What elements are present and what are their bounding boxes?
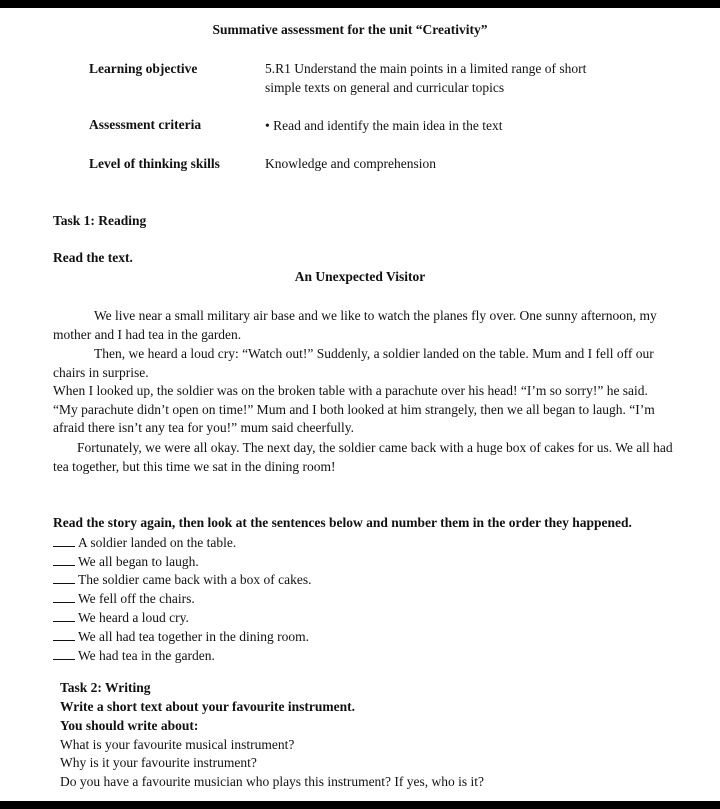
- order-instruction: Read the story again, then look at the sentences below and number them in the order they happened.: [53, 515, 632, 530]
- task2-question: Do you have a favourite musician who plays this instrument? If yes, who is it?: [60, 774, 485, 789]
- task2-prompt-label: You should write about:: [60, 718, 199, 733]
- task2-question: Why is it your favourite instrument?: [60, 755, 257, 770]
- order-item: [53, 534, 236, 551]
- top-border: [0, 0, 720, 8]
- assessment-criteria-label: Assessment criteria: [89, 117, 202, 132]
- task2-heading: Task 2: Writing: [60, 680, 151, 695]
- story-title: An Unexpected Visitor: [294, 269, 426, 284]
- learning-objective-label: Learning objective: [89, 61, 198, 76]
- order-item-text: We had tea in the garden.: [78, 648, 215, 663]
- order-item-text: We all had tea together in the dining room.: [78, 629, 309, 644]
- task2-instruction: Write a short text about your favourite instrument.: [60, 699, 355, 714]
- order-item-text: We fell off the chairs.: [78, 591, 195, 606]
- task1-instruction: Read the text.: [53, 250, 133, 265]
- order-item: [53, 553, 199, 570]
- story-paragraph-1: We live near a small military air base and we like to watch the planes fly over. One sunny afternoon, my mother and I had tea in the garden.: [53, 308, 657, 342]
- order-item: [53, 571, 312, 588]
- answer-blank[interactable]: [53, 571, 75, 584]
- order-item-text: The soldier came back with a box of cakes.: [78, 572, 312, 587]
- task1-heading: Task 1: Reading: [53, 213, 147, 228]
- answer-blank[interactable]: [53, 628, 75, 641]
- thinking-skills-label: Level of thinking skills: [89, 156, 220, 171]
- order-item-text: A soldier landed on the table.: [78, 535, 237, 550]
- learning-objective-value-line1: 5.R1 Understand the main points in a limited range of short: [265, 61, 587, 76]
- bottom-border: [0, 801, 720, 809]
- answer-blank[interactable]: [53, 590, 75, 603]
- order-item-text: We heard a loud cry.: [78, 610, 189, 625]
- story-paragraph-4: Fortunately, we were all okay. The next day, the soldier came back with a huge box of cakes for us. We all had tea together, but this time we sat in the dining room!: [53, 440, 673, 474]
- assessment-criteria-value: • Read and identify the main idea in the text: [265, 118, 503, 133]
- page-title: Summative assessment for the unit “Creativity”: [212, 22, 488, 37]
- answer-blank[interactable]: [53, 609, 75, 622]
- answer-blank[interactable]: [53, 647, 75, 660]
- order-item: [53, 590, 195, 607]
- story-paragraph-2: Then, we heard a loud cry: “Watch out!” Suddenly, a soldier landed on the table. Mum and I fell off our chairs in surprise.: [53, 346, 654, 380]
- answer-blank[interactable]: [53, 553, 75, 566]
- learning-objective-value-line2: simple texts on general and curricular topics: [265, 80, 505, 95]
- order-item-text: We all began to laugh.: [78, 554, 199, 569]
- order-item: [53, 628, 309, 645]
- order-item: [53, 647, 215, 664]
- story-paragraph-3: When I looked up, the soldier was on the broken table with a parachute over his head! “I’m so sorry!” he said. “My parachute didn’t open on time!” Mum and I both looked at him strangely, then we all began to laugh. “I’m afraid there isn’t any tea for you!” mum said cheerfully.: [53, 383, 655, 436]
- thinking-skills-value: Knowledge and comprehension: [265, 156, 436, 171]
- task2-question: What is your favourite musical instrument?: [60, 737, 295, 752]
- answer-blank[interactable]: [53, 534, 75, 547]
- order-item: [53, 609, 189, 626]
